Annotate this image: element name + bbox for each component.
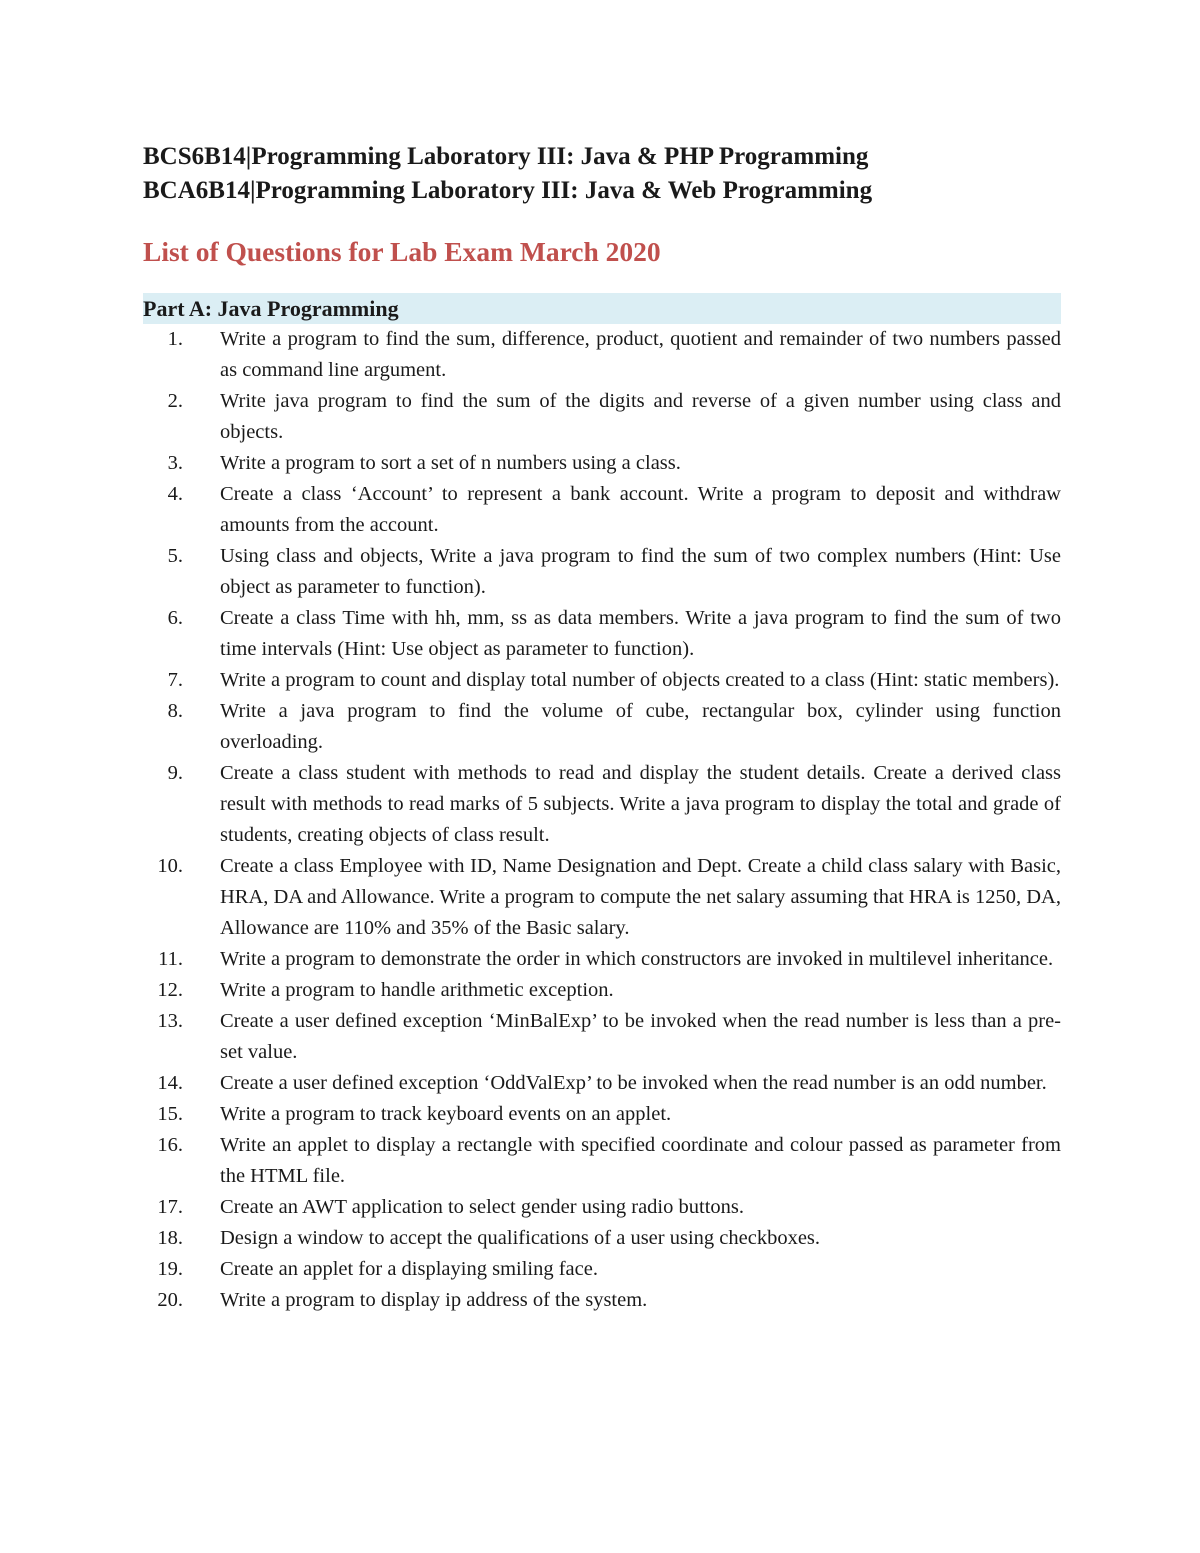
- question-list: [143, 324, 1061, 1316]
- question-item: [143, 479, 1061, 541]
- question-text: Create an AWT application to select gender using radio buttons.: [220, 1196, 745, 1218]
- question-text: Create a user defined exception ‘MinBalExp’ to be invoked when the read number is less than a pre-set value.: [220, 1010, 1061, 1063]
- question-text: Design a window to accept the qualifications of a user using checkboxes.: [220, 1227, 821, 1249]
- question-item: [143, 603, 1061, 665]
- question-text: Create a class ‘Account’ to represent a bank account. Write a program to deposit and withdraw amounts from the account.: [220, 483, 1061, 536]
- question-item: [143, 541, 1061, 603]
- question-text: Create a class Time with hh, mm, ss as data members. Write a java program to find the sum of two time intervals (Hint: Use object as parameter to function).: [220, 607, 1061, 660]
- question-item: [143, 1099, 1061, 1130]
- question-text: Write a java program to find the volume of cube, rectangular box, cylinder using function overloading.: [220, 700, 1061, 753]
- course-title-bcs: BCS6B14|Programming Laboratory III: Java & PHP Programming: [143, 143, 869, 170]
- question-number: 1.: [167, 328, 183, 350]
- exam-title: List of Questions for Lab Exam March 2020: [143, 236, 661, 267]
- question-text: Using class and objects, Write a java program to find the sum of two complex numbers (Hint: Use object as parameter to function).: [220, 545, 1061, 598]
- question-number: 15.: [157, 1103, 183, 1125]
- question-item: [143, 324, 1061, 386]
- question-item: [143, 1068, 1061, 1099]
- question-number: 20.: [157, 1289, 183, 1311]
- question-text: Write a program to display ip address of the system.: [220, 1289, 648, 1311]
- course-title-bca: BCA6B14|Programming Laboratory III: Java & Web Programming: [143, 177, 873, 204]
- question-number: 14.: [157, 1072, 183, 1094]
- question-text: Create a class Employee with ID, Name Designation and Dept. Create a child class salary with Basic, HRA, DA and Allowance. Write a program to compute the net salary assuming that HRA is 1250, DA, Allowance are 110% and 35% of the Basic salary.: [220, 855, 1061, 939]
- question-item: [143, 696, 1061, 758]
- question-item: [143, 386, 1061, 448]
- question-text: Create a class student with methods to read and display the student details. Create a derived class result with methods to read marks of 5 subjects. Write a java program to display the total and grade of students, creating objects of class result.: [220, 762, 1061, 846]
- question-text: Write a program to count and display total number of objects created to a class (Hint: static members).: [220, 669, 1060, 691]
- question-number: 7.: [167, 669, 183, 691]
- question-number: 9.: [167, 762, 183, 784]
- question-number: 16.: [157, 1134, 183, 1156]
- question-number: 3.: [167, 452, 183, 474]
- question-item: [143, 851, 1061, 944]
- question-text: Write an applet to display a rectangle with specified coordinate and colour passed as parameter from the HTML file.: [220, 1134, 1061, 1187]
- question-text: Write a program to handle arithmetic exception.: [220, 979, 614, 1001]
- question-item: [143, 1254, 1061, 1285]
- question-number: 11.: [158, 948, 183, 970]
- question-text: Write java program to find the sum of the digits and reverse of a given number using class and objects.: [220, 390, 1061, 443]
- question-item: [143, 1130, 1061, 1192]
- question-text: Create a user defined exception ‘OddValExp’ to be invoked when the read number is an odd number.: [220, 1072, 1047, 1094]
- part-a-header: Part A: Java Programming: [143, 293, 1061, 324]
- question-number: 17.: [157, 1196, 183, 1218]
- question-text: Create an applet for a displaying smiling face.: [220, 1258, 598, 1280]
- question-number: 12.: [157, 979, 183, 1001]
- question-number: 19.: [157, 1258, 183, 1280]
- question-number: 6.: [167, 607, 183, 629]
- question-item: [143, 1285, 1061, 1316]
- question-number: 4.: [167, 483, 183, 505]
- question-number: 13.: [157, 1010, 183, 1032]
- question-item: [143, 758, 1061, 851]
- question-number: 5.: [167, 545, 183, 567]
- question-item: [143, 448, 1061, 479]
- question-number: 18.: [157, 1227, 183, 1249]
- document-page: [143, 140, 1061, 1316]
- question-item: [143, 665, 1061, 696]
- question-item: [143, 944, 1061, 975]
- question-number: 8.: [167, 700, 183, 722]
- question-item: [143, 1223, 1061, 1254]
- question-item: [143, 975, 1061, 1006]
- question-text: Write a program to sort a set of n numbers using a class.: [220, 452, 681, 474]
- question-number: 2.: [167, 390, 183, 412]
- question-item: [143, 1192, 1061, 1223]
- question-text: Write a program to track keyboard events on an applet.: [220, 1103, 672, 1125]
- question-text: Write a program to demonstrate the order in which constructors are invoked in multilevel inheritance.: [220, 948, 1054, 970]
- question-text: Write a program to find the sum, difference, product, quotient and remainder of two numbers passed as command line argument.: [220, 328, 1061, 381]
- question-item: [143, 1006, 1061, 1068]
- question-number: 10.: [157, 855, 183, 877]
